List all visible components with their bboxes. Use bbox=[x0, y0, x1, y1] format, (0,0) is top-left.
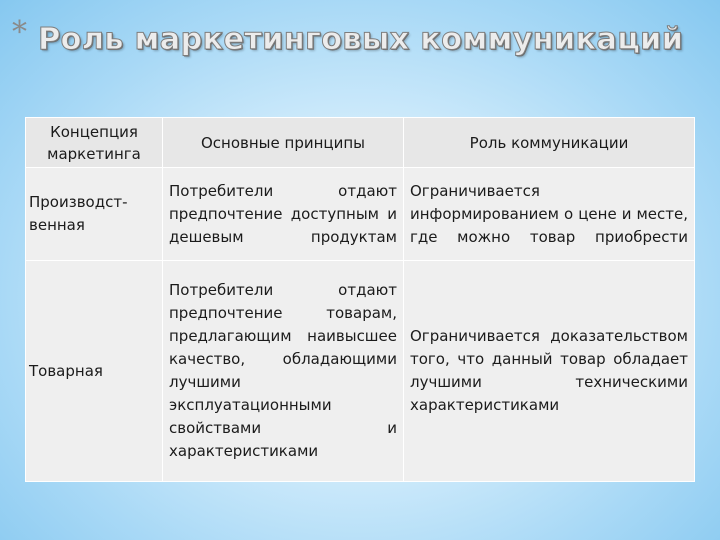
table-row bbox=[26, 168, 695, 261]
role-cell: Ограничивается доказательством того, что данный товар обладает лучшими техническими характеристиками bbox=[404, 261, 695, 482]
slide-title: Роль маркетинговых коммуникаций bbox=[38, 22, 684, 57]
role-cell: Ограничивается информированием о цене и месте, где можно товар приобрести bbox=[404, 168, 695, 261]
marketing-concepts-table bbox=[25, 117, 695, 482]
bullet-asterisk: * bbox=[12, 15, 27, 50]
table-row bbox=[26, 261, 695, 482]
concept-cell: Товарная bbox=[26, 261, 163, 482]
header-concept: Концепция маркетинга bbox=[26, 118, 163, 168]
principles-cell: Потребители отдают предпочтение доступным и дешевым продуктам bbox=[163, 168, 404, 261]
header-principles: Основные принципы bbox=[163, 118, 404, 168]
principles-cell: Потребители отдают предпочтение товарам, предлагающим наивысшее качество, обладающими лучшими эксплуатационными свойствами и характеристиками bbox=[163, 261, 404, 482]
concept-cell: Производст-венная bbox=[26, 168, 163, 261]
header-role: Роль коммуникации bbox=[404, 118, 695, 168]
table-header-row bbox=[26, 118, 695, 168]
